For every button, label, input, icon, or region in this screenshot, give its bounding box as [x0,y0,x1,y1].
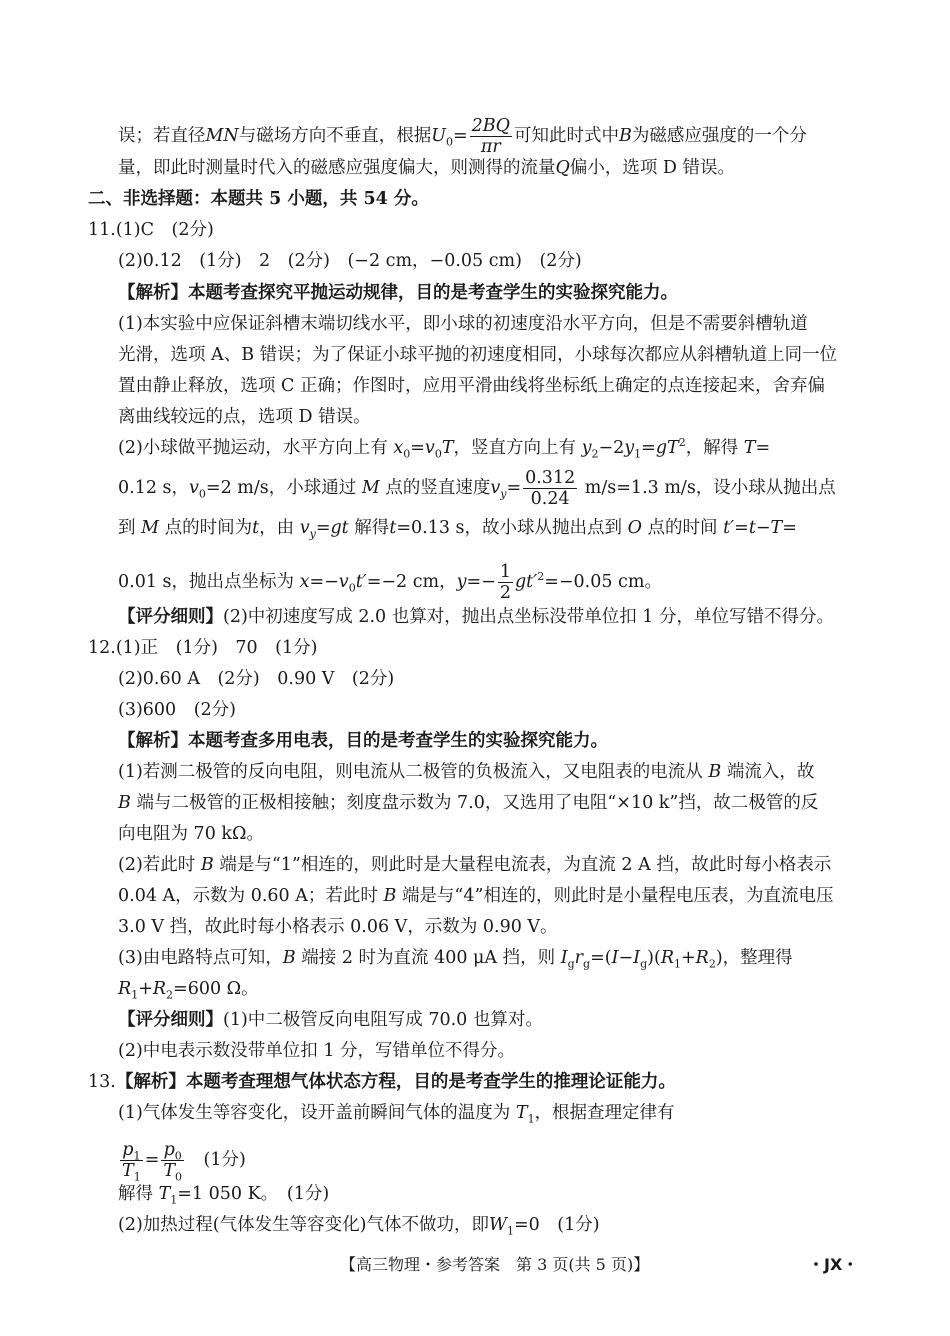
var: R [118,979,132,999]
sub: 1 [133,1149,141,1163]
q12-scoring-notes [118,1009,543,1031]
var: I [560,948,568,968]
var: p [122,1140,134,1160]
sub: 1 [131,988,139,1002]
sub: 2 [166,988,174,1002]
text-line [118,978,259,1000]
q11-scoring-notes [118,606,834,628]
var: T [122,1161,134,1181]
var: MN [205,126,239,146]
denominator [120,1161,143,1184]
text: = [144,1150,160,1170]
var: gT [655,438,679,458]
sub: g [583,957,591,971]
text: (1)气体发生等容变化，设开盖前瞬间气体的温度为 [118,1103,511,1123]
footer-code: ・JX・ [808,1255,859,1274]
text: + [138,979,153,999]
text: =−0.05 cm。 [544,572,662,592]
text: = [641,438,656,458]
text: 量，即此时测量时代入的磁感应强度偏大，则测得的流量 [118,158,556,178]
sub: 1 [674,957,681,971]
text: 为磁感应强度的一个分 [631,126,807,146]
scoring-tag: 【评分细则】 [118,1010,223,1030]
sub: y [309,527,316,541]
sub: 1 [506,1224,514,1238]
text: 与磁场方向不垂直，根据 [238,126,432,146]
fraction [470,116,512,157]
text-line: 3.0 V 挡，故此时每小格表示 0.06 V，示数为 0.90 V。 [118,917,558,937]
sub: y [500,487,507,501]
sub: 1 [133,1170,141,1184]
text-line [118,1102,675,1124]
var: B [118,793,131,813]
text: 端接 2 时为直流 400 μA 挡，则 [301,948,556,968]
var: r [574,948,584,968]
var: T [441,438,454,458]
denominator: 0.24 [530,489,570,509]
sub: 0 [445,135,453,149]
text: = [452,126,468,146]
fraction [120,1140,143,1184]
text: 端与二极管的正极相接触；刻度盘示数为 7.0，又选用了电阻“×10 k”挡，故二极管的反 [136,793,819,813]
text: m/s=1.3 m/s，设小球从抛出点 [584,478,836,498]
var: T [158,1184,171,1204]
sub: 1 [527,1112,535,1126]
text: = [755,438,771,458]
var: M [141,518,159,538]
var: t [748,518,756,538]
text: 本题考查多用电表，目的是考查学生的实验探究能力。 [188,731,608,751]
text: (2)中初速度写成 2.0 也算对，抛出点坐标没带单位扣 1 分，单位写错不得分。 [223,607,835,627]
text: 端是与“4”相连的，则此时是小量程电压表，为直流电压 [401,886,834,906]
sub: g [640,957,648,971]
text: = [506,478,522,498]
text: )( [647,948,661,968]
text: ，竖直方向上有 [453,438,576,458]
var: p [163,1140,175,1160]
text: (3)由电路特点可知， [118,948,283,968]
text: =600 Ω。 [173,979,259,999]
text-line [118,517,797,539]
q13-analysis-heading [88,1071,676,1093]
text: =0.13 s，故小球从抛出点到 [396,518,623,538]
var: gt [330,518,349,538]
var: gt′ [514,572,538,592]
q12-answer-3: (3)600 (2分) [118,700,236,720]
sub: 1 [634,447,642,461]
text-line [118,562,662,603]
text: = [782,518,797,538]
numerator: 0.312 [525,468,576,488]
text: (2)若此时 [118,855,196,875]
q11-analysis-heading [118,282,678,304]
sup: 2 [537,570,545,584]
text: 误；若直径 [118,126,206,146]
text-line [118,468,836,509]
var: T [515,1103,528,1123]
var: O [627,518,642,538]
text: 本题考查探究平抛运动规律，目的是考查学生的实验探究能力。 [188,283,678,303]
text: =1 050 K。 (1分) [177,1184,330,1204]
analysis-tag: 【解析】 [115,1072,186,1092]
var: Q [555,158,570,178]
numerator: 2BQ [471,116,510,136]
text-line [118,947,793,969]
text: =2 m/s，小球通过 [205,478,357,498]
text: ，由 [259,518,295,538]
sub: 0 [174,1149,182,1163]
analysis-tag: 【解析】 [118,283,188,303]
q11-answer-2: (2)0.12 (1分) 2 (2分) (−2 cm，−0.05 cm) (2分) [118,251,582,271]
var: M [361,478,380,498]
denominator: 2 [499,583,511,603]
text-line [118,1214,600,1236]
text: =− [466,572,496,592]
sub: 2 [708,957,716,971]
text: = [410,438,425,458]
var: v [299,518,310,538]
var: t′ [723,518,735,538]
text: (1)若测二极管的反向电阻，则电流从二极管的负极流入，又电阻表的电流从 [118,762,703,782]
text: 端是与“1”相连的，则此时是大量程电流表，为直流 2 A 挡，故此时每小格表示 [219,855,832,875]
var: v [490,478,501,498]
text: (1)中二极管反向电阻写成 70.0 也算对。 [223,1010,543,1030]
text: (2)加热过程(气体发生等容变化)气体不做功，即 [118,1215,489,1235]
text-line: (2)中电表示数没带单位扣 1 分，写错单位不得分。 [118,1041,516,1061]
text-line: 离曲线较远的点，选项 D 错误。 [118,407,371,427]
text: (1分) [203,1150,246,1170]
text: ，根据查理定律有 [534,1103,675,1123]
text-line [118,792,818,814]
text: 点的时间 [647,518,718,538]
text: 可知此时式中 [514,126,619,146]
sub: 0 [175,1170,183,1184]
var: B [282,948,296,968]
denominator [161,1161,184,1184]
fraction [523,468,577,509]
q12-answer-2: (2)0.60 A (2分) 0.90 V (2分) [118,669,395,689]
text: 解得 [354,518,390,538]
text: = [734,518,749,538]
q11-answer-1: 11.(1)C (2分) [88,220,214,240]
sub: 2 [591,447,599,461]
sup: 2 [678,436,686,450]
var: I [611,948,619,968]
var: B [619,126,632,146]
sub: 0 [434,447,442,461]
denominator: πr [480,137,501,157]
text: =( [590,948,612,968]
var: t [389,518,397,538]
scoring-tag: 【评分细则】 [118,607,223,627]
var: v [189,478,199,498]
formula-line [118,1140,246,1184]
var: T [163,1161,176,1181]
text-line: 置由静止释放，选项 C 正确；作图时，应用平滑曲线将坐标纸上确定的点连接起来，舍弃偏 [118,376,826,396]
text-line [118,761,814,783]
var: y [581,438,592,458]
text: =−2 cm， [366,572,457,592]
sub: 0 [198,487,206,501]
text: 偏小，选项 D 错误。 [569,158,736,178]
text: =0 (1分) [513,1215,600,1235]
var: R [660,948,674,968]
text-line [118,157,735,179]
var: y [456,572,467,592]
sub: 0 [403,447,411,461]
text-line [118,437,770,459]
text-line: 向电阻为 70 kΩ。 [118,824,265,844]
q12-analysis-heading [118,730,608,752]
numerator [161,1140,184,1161]
text-line [118,885,833,907]
text: + [681,948,696,968]
text: 0.12 s， [118,478,190,498]
text: =− [309,572,339,592]
section-heading: 二、非选择题：本题共 5 小题，共 54 分。 [88,189,429,209]
text: )，整理得 [715,948,793,968]
text: 0.04 A，示数为 0.60 A；若此时 [118,886,378,906]
var: I [633,948,641,968]
var: B [708,762,722,782]
var: R [695,948,709,968]
text: 解得 [118,1184,153,1204]
sub: 0 [348,581,356,595]
var: t′ [355,572,367,592]
numerator: 1 [499,562,511,582]
var: B [383,886,397,906]
text-line [118,116,807,157]
question-number: 13. [88,1072,116,1092]
var: x [299,572,310,592]
text-line [118,854,831,876]
var: v [338,572,349,592]
text: −2 [598,438,625,458]
text: − [618,948,634,968]
text: (2)小球做平抛运动，水平方向上有 [118,438,388,458]
var: U [431,126,446,146]
var: t [252,518,260,538]
text: ，解得 [685,438,739,458]
text: 0.01 s，抛出点坐标为 [118,572,295,592]
text: 点的竖直速度 [385,478,491,498]
text: − [755,518,771,538]
fraction [161,1140,184,1184]
var: T [743,438,756,458]
var: x [393,438,404,458]
text: 到 [118,518,136,538]
text-line [118,1183,329,1205]
sub: g [567,957,575,971]
var: W [488,1215,507,1235]
q12-answer-1: 12.(1)正 (1分) 70 (1分) [88,638,318,658]
fraction [498,562,513,603]
footer-page-info: 【高三物理・参考答案 第 3 页(共 5 页)】 [340,1255,650,1274]
text: 点的时间为 [164,518,253,538]
analysis-tag: 【解析】 [118,731,188,751]
var: R [152,979,167,999]
var: T [770,518,783,538]
var: y [624,438,635,458]
text-line: (1)本实验中应保证斜槽末端切线水平，即小球的初速度沿水平方向，但是不需要斜槽轨道 [118,314,808,334]
text-line: 光滑，选项 A、B 错误；为了保证小球平抛的初速度相同，小球每次都应从斜槽轨道上同一位 [118,345,838,365]
text: 本题考查理想气体状态方程，目的是考查学生的推理论证能力。 [185,1072,676,1092]
text: 端流入，故 [726,762,815,782]
text: = [315,518,331,538]
var: B [200,855,214,875]
numerator [120,1140,143,1161]
sub: 1 [170,1193,178,1207]
var: v [424,438,435,458]
